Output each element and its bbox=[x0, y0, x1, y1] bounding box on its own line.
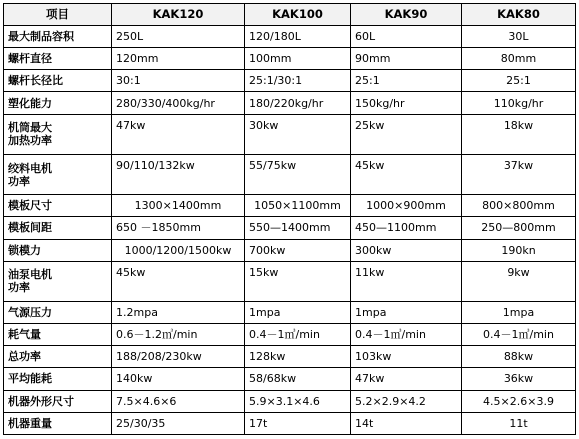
table-row bbox=[4, 154, 576, 194]
row-label: 耗气量 bbox=[4, 324, 112, 346]
cell-kak90: 450—1100mm bbox=[351, 217, 462, 239]
spec-table-container bbox=[3, 3, 575, 435]
cell-kak80: 250—800mm bbox=[462, 217, 576, 239]
row-label: 气源压力 bbox=[4, 301, 112, 323]
cell-kak90: 14t bbox=[351, 412, 462, 434]
cell-kak90: 150kg/hr bbox=[351, 92, 462, 114]
cell-kak80: 4.5×2.6×3.9 bbox=[462, 390, 576, 412]
row-label: 锁模力 bbox=[4, 239, 112, 261]
cell-kak80: 800×800mm bbox=[462, 195, 576, 217]
cell-kak100: 700kw bbox=[245, 239, 351, 261]
cell-kak80: 0.4－1㎥/min bbox=[462, 324, 576, 346]
row-label: 模板间距 bbox=[4, 217, 112, 239]
cell-kak80: 36kw bbox=[462, 368, 576, 390]
cell-kak100: 1mpa bbox=[245, 301, 351, 323]
cell-kak90: 1000×900mm bbox=[351, 195, 462, 217]
row-label: 机器重量 bbox=[4, 412, 112, 434]
row-label-line: 绞料电机 bbox=[8, 161, 52, 175]
table-row bbox=[4, 412, 576, 434]
cell-kak120: 1.2mpa bbox=[112, 301, 245, 323]
cell-kak100: 180/220kg/hr bbox=[245, 92, 351, 114]
cell-kak80: 88kw bbox=[462, 346, 576, 368]
cell-kak90: 5.2×2.9×4.2 bbox=[351, 390, 462, 412]
cell-kak90: 25:1 bbox=[351, 70, 462, 92]
cell-kak100: 58/68kw bbox=[245, 368, 351, 390]
row-label-line: 加热功率 bbox=[8, 134, 52, 148]
cell-kak100: 15kw bbox=[245, 261, 351, 301]
cell-kak120: 25/30/35 bbox=[112, 412, 245, 434]
cell-kak120: 280/330/400kg/hr bbox=[112, 92, 245, 114]
table-row bbox=[4, 324, 576, 346]
table-row bbox=[4, 217, 576, 239]
table-row bbox=[4, 239, 576, 261]
cell-kak120: 47kw bbox=[112, 114, 245, 154]
row-label-line: 功率 bbox=[8, 174, 30, 188]
row-label-line: 油泵电机 bbox=[8, 268, 52, 282]
cell-kak120: 650 －1850mm bbox=[112, 217, 245, 239]
table-row bbox=[4, 390, 576, 412]
cell-kak120: 188/208/230kw bbox=[112, 346, 245, 368]
cell-kak80: 37kw bbox=[462, 154, 576, 194]
cell-kak80: 190kn bbox=[462, 239, 576, 261]
table-row bbox=[4, 114, 576, 154]
spec-table bbox=[3, 3, 576, 435]
row-label-line: 机筒最大 bbox=[8, 121, 52, 135]
cell-kak90: 1mpa bbox=[351, 301, 462, 323]
cell-kak90: 60L bbox=[351, 26, 462, 48]
row-label: 平均能耗 bbox=[4, 368, 112, 390]
table-row bbox=[4, 48, 576, 70]
table-row bbox=[4, 70, 576, 92]
row-label: 塑化能力 bbox=[4, 92, 112, 114]
cell-kak100: 550—1400mm bbox=[245, 217, 351, 239]
row-label bbox=[4, 261, 112, 301]
row-label: 机器外形尺寸 bbox=[4, 390, 112, 412]
cell-kak120: 90/110/132kw bbox=[112, 154, 245, 194]
cell-kak120: 45kw bbox=[112, 261, 245, 301]
cell-kak120: 1300×1400mm bbox=[112, 195, 245, 217]
cell-kak90: 90mm bbox=[351, 48, 462, 70]
cell-kak80: 9kw bbox=[462, 261, 576, 301]
cell-kak90: 25kw bbox=[351, 114, 462, 154]
cell-kak80: 18kw bbox=[462, 114, 576, 154]
cell-kak100: 30kw bbox=[245, 114, 351, 154]
row-label: 螺杆直径 bbox=[4, 48, 112, 70]
row-label: 总功率 bbox=[4, 346, 112, 368]
row-label bbox=[4, 114, 112, 154]
cell-kak100: 25:1/30:1 bbox=[245, 70, 351, 92]
cell-kak80: 80mm bbox=[462, 48, 576, 70]
cell-kak100: 17t bbox=[245, 412, 351, 434]
cell-kak120: 0.6－1.2㎥/min bbox=[112, 324, 245, 346]
cell-kak80: 30L bbox=[462, 26, 576, 48]
header-kak90: KAK90 bbox=[351, 4, 462, 26]
header-row bbox=[4, 4, 576, 26]
row-label bbox=[4, 154, 112, 194]
header-kak120: KAK120 bbox=[112, 4, 245, 26]
table-row bbox=[4, 301, 576, 323]
row-label: 最大制品容积 bbox=[4, 26, 112, 48]
table-row bbox=[4, 261, 576, 301]
cell-kak90: 45kw bbox=[351, 154, 462, 194]
row-label-line: 功率 bbox=[8, 281, 30, 295]
cell-kak90: 103kw bbox=[351, 346, 462, 368]
cell-kak120: 1000/1200/1500kw bbox=[112, 239, 245, 261]
cell-kak80: 25:1 bbox=[462, 70, 576, 92]
table-row bbox=[4, 368, 576, 390]
cell-kak90: 300kw bbox=[351, 239, 462, 261]
row-label: 螺杆长径比 bbox=[4, 70, 112, 92]
cell-kak100: 128kw bbox=[245, 346, 351, 368]
header-item: 项目 bbox=[4, 4, 112, 26]
table-row bbox=[4, 92, 576, 114]
cell-kak100: 55/75kw bbox=[245, 154, 351, 194]
cell-kak90: 0.4－1㎥/min bbox=[351, 324, 462, 346]
table-row bbox=[4, 195, 576, 217]
cell-kak100: 5.9×3.1×4.6 bbox=[245, 390, 351, 412]
table-row bbox=[4, 346, 576, 368]
cell-kak80: 11t bbox=[462, 412, 576, 434]
header-kak100: KAK100 bbox=[245, 4, 351, 26]
cell-kak100: 120/180L bbox=[245, 26, 351, 48]
cell-kak90: 11kw bbox=[351, 261, 462, 301]
cell-kak100: 1050×1100mm bbox=[245, 195, 351, 217]
cell-kak100: 100mm bbox=[245, 48, 351, 70]
cell-kak120: 120mm bbox=[112, 48, 245, 70]
cell-kak80: 110kg/hr bbox=[462, 92, 576, 114]
cell-kak90: 47kw bbox=[351, 368, 462, 390]
cell-kak120: 140kw bbox=[112, 368, 245, 390]
cell-kak100: 0.4－1㎥/min bbox=[245, 324, 351, 346]
cell-kak120: 7.5×4.6×6 bbox=[112, 390, 245, 412]
header-kak80: KAK80 bbox=[462, 4, 576, 26]
cell-kak120: 250L bbox=[112, 26, 245, 48]
table-row bbox=[4, 26, 576, 48]
cell-kak80: 1mpa bbox=[462, 301, 576, 323]
row-label: 模板尺寸 bbox=[4, 195, 112, 217]
cell-kak120: 30:1 bbox=[112, 70, 245, 92]
